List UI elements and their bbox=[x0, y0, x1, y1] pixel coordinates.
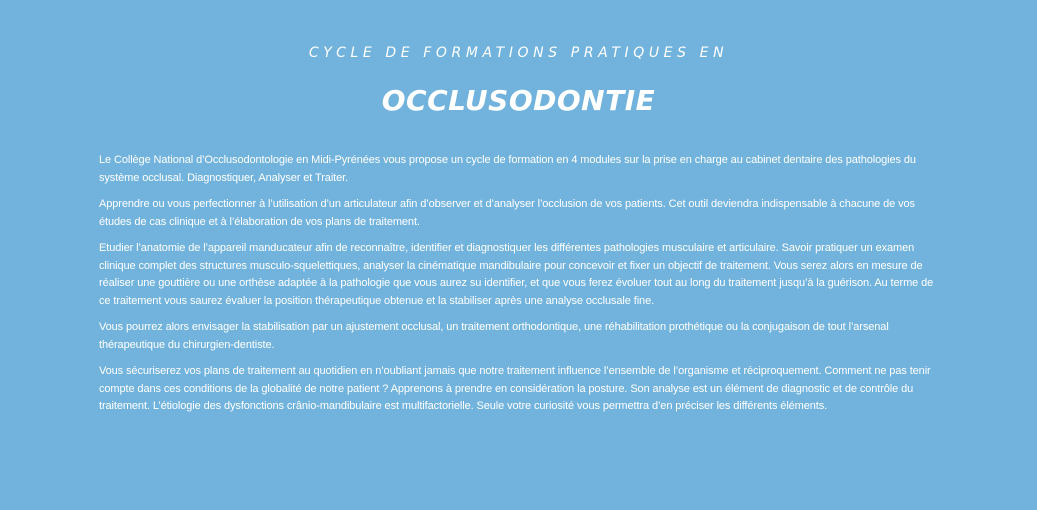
description-body bbox=[99, 152, 945, 425]
paragraph-intro: Le Collège National d’Occlusodontologie en Midi-Pyrénées vous propose un cycle de formation en 4 modules sur la prise en charge au cabinet dentaire des pathologies du système occlusal. Diagnostiquer, Analyser et Traiter. bbox=[99, 154, 916, 184]
paragraph-stabilisation: Vous pourrez alors envisager la stabilisation par un ajustement occlusal, un traitement orthodontique, une réhabilitation prothétique ou la conjugaison de tout l’arsenal thérapeutique du chirurgien-dentiste. bbox=[99, 321, 889, 351]
section-kicker: CYCLE DE FORMATIONS PRATIQUES EN bbox=[308, 45, 729, 61]
paragraph-securisation: Vous sécuriserez vos plans de traitement au quotidien en n’oubliant jamais que notre traitement influence l’ensemble de l’organisme et réciproquement. Comment ne pas tenir compte dans ces conditions de la globalité de notre patient ? Apprenons à prendre en considération la posture. Son analyse est un élément de diagnostic et de contrôle du traitement. L’étiologie des dysfonctions crânio-mandibulaire est multifactorielle. Seule votre curiosité vous permettra d’en préciser les différents éléments. bbox=[99, 365, 931, 412]
paragraph-articulateur: Apprendre ou vous perfectionner à l’utilisation d’un articulateur afin d’observer et d’analyser l’occlusion de vos patients. Cet outil deviendra indispensable à chacune de vos études de cas clinique et à l’élaboration de vos plans de traitement. bbox=[99, 198, 915, 228]
paragraph-anatomie: Etudier l’anatomie de l’appareil manducateur afin de reconnaître, identifier et diagnostiquer les différentes pathologies musculaire et articulaire. Savoir pratiquer un examen clinique complet des structures musculo-squelettiques, analyser la cinématique mandibulaire pour concevoir et fixer un objectif de traitement. Vous serez alors en mesure de réaliser une gouttière ou une orthèse adaptée à la pathologie que vous aurez su identifier, et que vous ferez évoluer tout au long du traitement jusqu’à la guérison. Au terme de ce traitement vous saurez évaluer la position thérapeutique obtenue et la stabiliser après une analyse occlusale fine. bbox=[99, 242, 934, 307]
section-title: OCCLUSODONTIE bbox=[381, 84, 656, 117]
